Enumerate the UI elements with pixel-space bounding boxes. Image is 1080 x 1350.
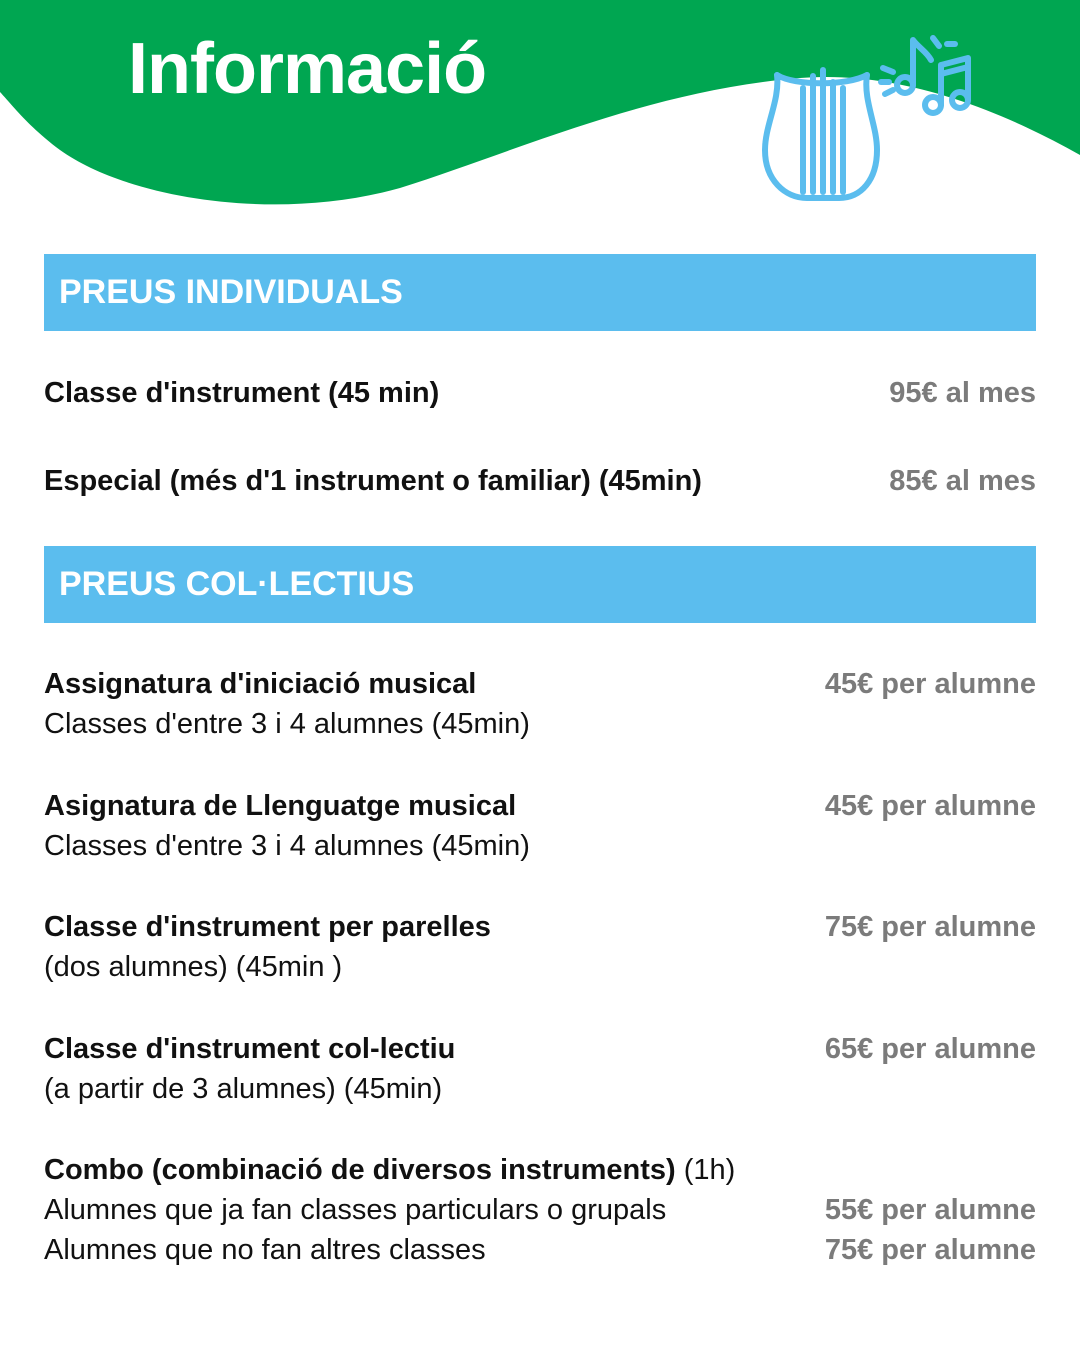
lyre-with-music-notes-icon — [755, 30, 985, 210]
item-price: 95€ al mes — [889, 377, 1036, 409]
price-row — [44, 461, 1036, 501]
combo-row — [44, 1150, 1036, 1270]
section-header-collective: PREUS COL·LECTIUS — [44, 546, 1036, 623]
item-price: 75€ per alumne — [824, 911, 1036, 943]
page-title: Informació — [128, 29, 487, 109]
combo-label — [44, 1150, 1036, 1190]
combo-duration: (1h) — [675, 1154, 736, 1186]
combo-option-text: Alumnes que ja fan classes particulars o grupals — [44, 1194, 667, 1226]
item-label: Especial (més d'1 instrument o familiar) (45min) — [44, 465, 702, 497]
price-row — [44, 664, 1036, 744]
item-label: Asignatura de Llenguatge musical — [44, 790, 517, 822]
section-header-individual: PREUS INDIVIDUALS — [44, 254, 1036, 331]
item-label: Classe d'instrument per parelles — [44, 911, 491, 943]
combo-title: Combo (combinació de diversos instruments) — [44, 1154, 676, 1186]
combo-option-text: Alumnes que no fan altres classes — [44, 1234, 486, 1266]
price-row — [44, 786, 1036, 866]
item-price: 65€ per alumne — [824, 1033, 1036, 1065]
item-label: Classe d'instrument (45 min) — [44, 377, 440, 409]
item-label: Assignatura d'iniciació musical — [44, 668, 477, 700]
price-row — [44, 907, 1036, 987]
item-description: Classes d'entre 3 i 4 alumnes (45min) — [44, 830, 530, 862]
combo-option-price: 75€ per alumne — [824, 1234, 1036, 1266]
combo-option-price: 55€ per alumne — [824, 1194, 1036, 1226]
price-row — [44, 1029, 1036, 1109]
item-label: Classe d'instrument col-lectiu — [44, 1033, 456, 1065]
item-price: 85€ al mes — [889, 465, 1036, 497]
item-description: (dos alumnes) (45min ) — [44, 951, 343, 983]
price-row — [44, 373, 1036, 413]
item-price: 45€ per alumne — [824, 668, 1036, 700]
item-description: (a partir de 3 alumnes) (45min) — [44, 1073, 443, 1105]
item-description: Classes d'entre 3 i 4 alumnes (45min) — [44, 708, 530, 740]
item-price: 45€ per alumne — [824, 790, 1036, 822]
